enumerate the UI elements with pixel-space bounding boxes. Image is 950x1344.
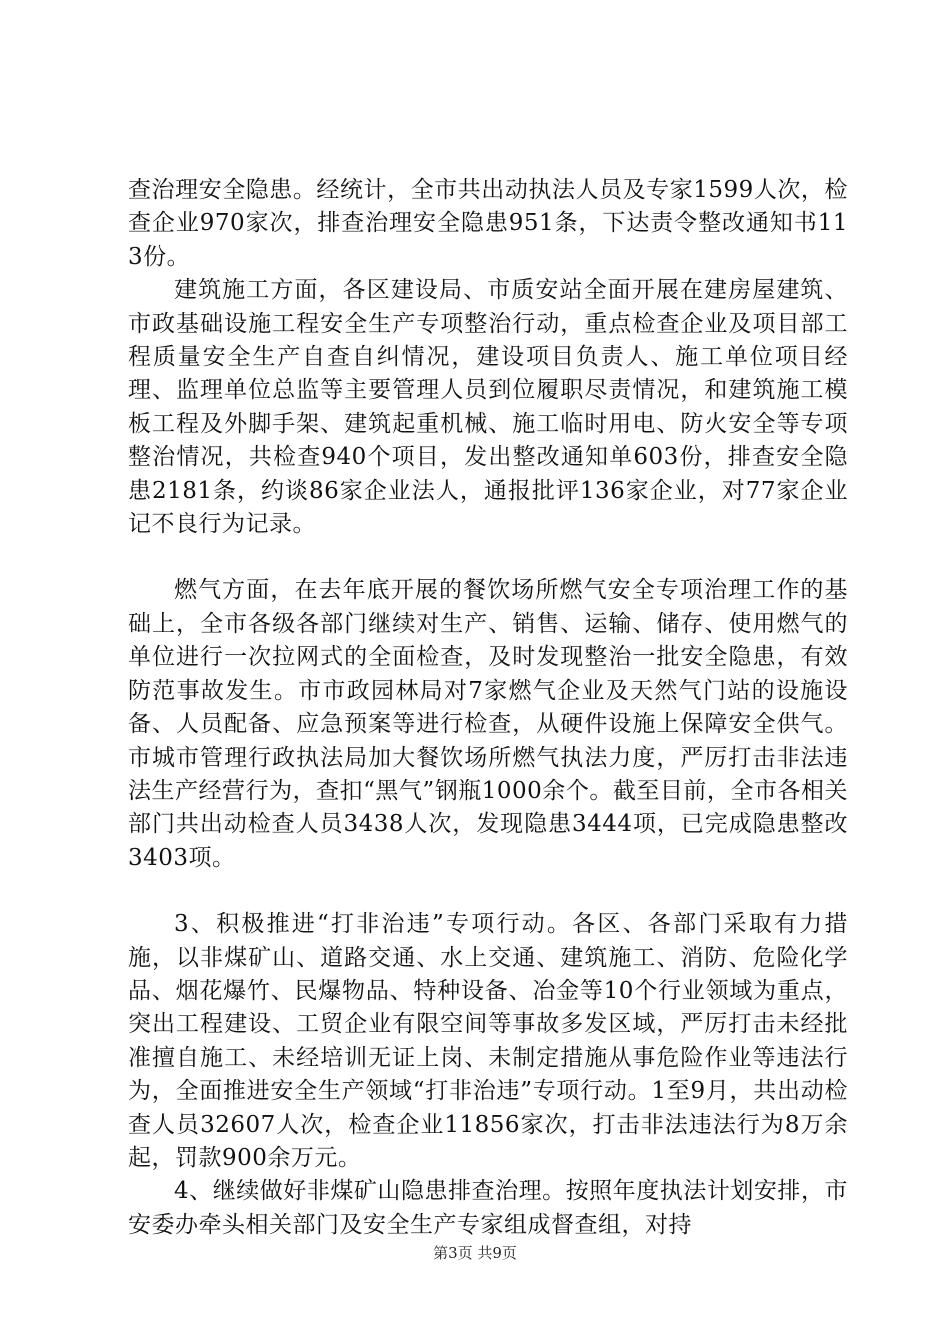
- paragraph-5: 4、继续做好非煤矿山隐患排查治理。按照年度执法计划安排，市安委办牵头相关部门及安全生产专家组成督查组，对持: [128, 1178, 848, 1238]
- paragraph-1: 查治理安全隐患。经统计，全市共出动执法人员及专家1599人次，检查企业970家次，排查治理安全隐患951条，下达责令整改通知书113份。: [128, 177, 848, 270]
- document-body: [128, 174, 848, 1242]
- paragraph-4: 3、积极推进“打非治违”专项行动。各区、各部门采取有力措施，以非煤矿山、道路交通、水上交通、建筑施工、消防、危险化学品、烟花爆竹、民爆物品、特种设备、冶金等10个行业领域为重点，突出工程建设、工贸企业有限空间等事故多发区域，严厉打击未经批准擅自施工、未经培训无证上岗、未制定措施从事危险作业等违法行为，全面推进安全生产领域“打非治违”专项行动。1至9月，共出动检查人员32607人次，检查企业11856家次，打击非法违法行为8万余起，罚款900余万元。: [128, 911, 848, 1171]
- page-number-footer: 第3页 共9页: [433, 1244, 517, 1262]
- paragraph-gap: [128, 875, 848, 908]
- paragraph-2: 建筑施工方面，各区建设局、市质安站全面开展在建房屋建筑、市政基础设施工程安全生产专项整治行动，重点检查企业及项目部工程质量安全生产自查自纠情况，建设项目负责人、施工单位项目经理、监理单位总监等主要管理人员到位履职尽责情况，和建筑施工模板工程及外脚手架、建筑起重机械、施工临时用电、防火安全等专项整治情况，共检查940个项目，发出整改通知单603份，排查安全隐患2181条，约谈86家企业法人，通报批评136家企业，对77家企业记不良行为记录。: [128, 277, 848, 538]
- paragraph-3: 燃气方面，在去年底开展的餐饮场所燃气安全专项治理工作的基础上，全市各级各部门继续对生产、销售、运输、储存、使用燃气的单位进行一次拉网式的全面检查，及时发现整治一批安全隐患，有效防范事故发生。市市政园林局对7家燃气企业及天然气门站的设施设备、人员配备、应急预案等进行检查，从硬件设施上保障安全供气。市城市管理行政执法局加大餐饮场所燃气执法力度，严厉打击非法违法生产经营行为，查扣“黑气”钢瓶1000余个。截至目前，全市各相关部门共出动检查人员3438人次，发现隐患3444项，已完成隐患整改3403项。: [128, 577, 848, 871]
- paragraph-gap: [128, 541, 848, 574]
